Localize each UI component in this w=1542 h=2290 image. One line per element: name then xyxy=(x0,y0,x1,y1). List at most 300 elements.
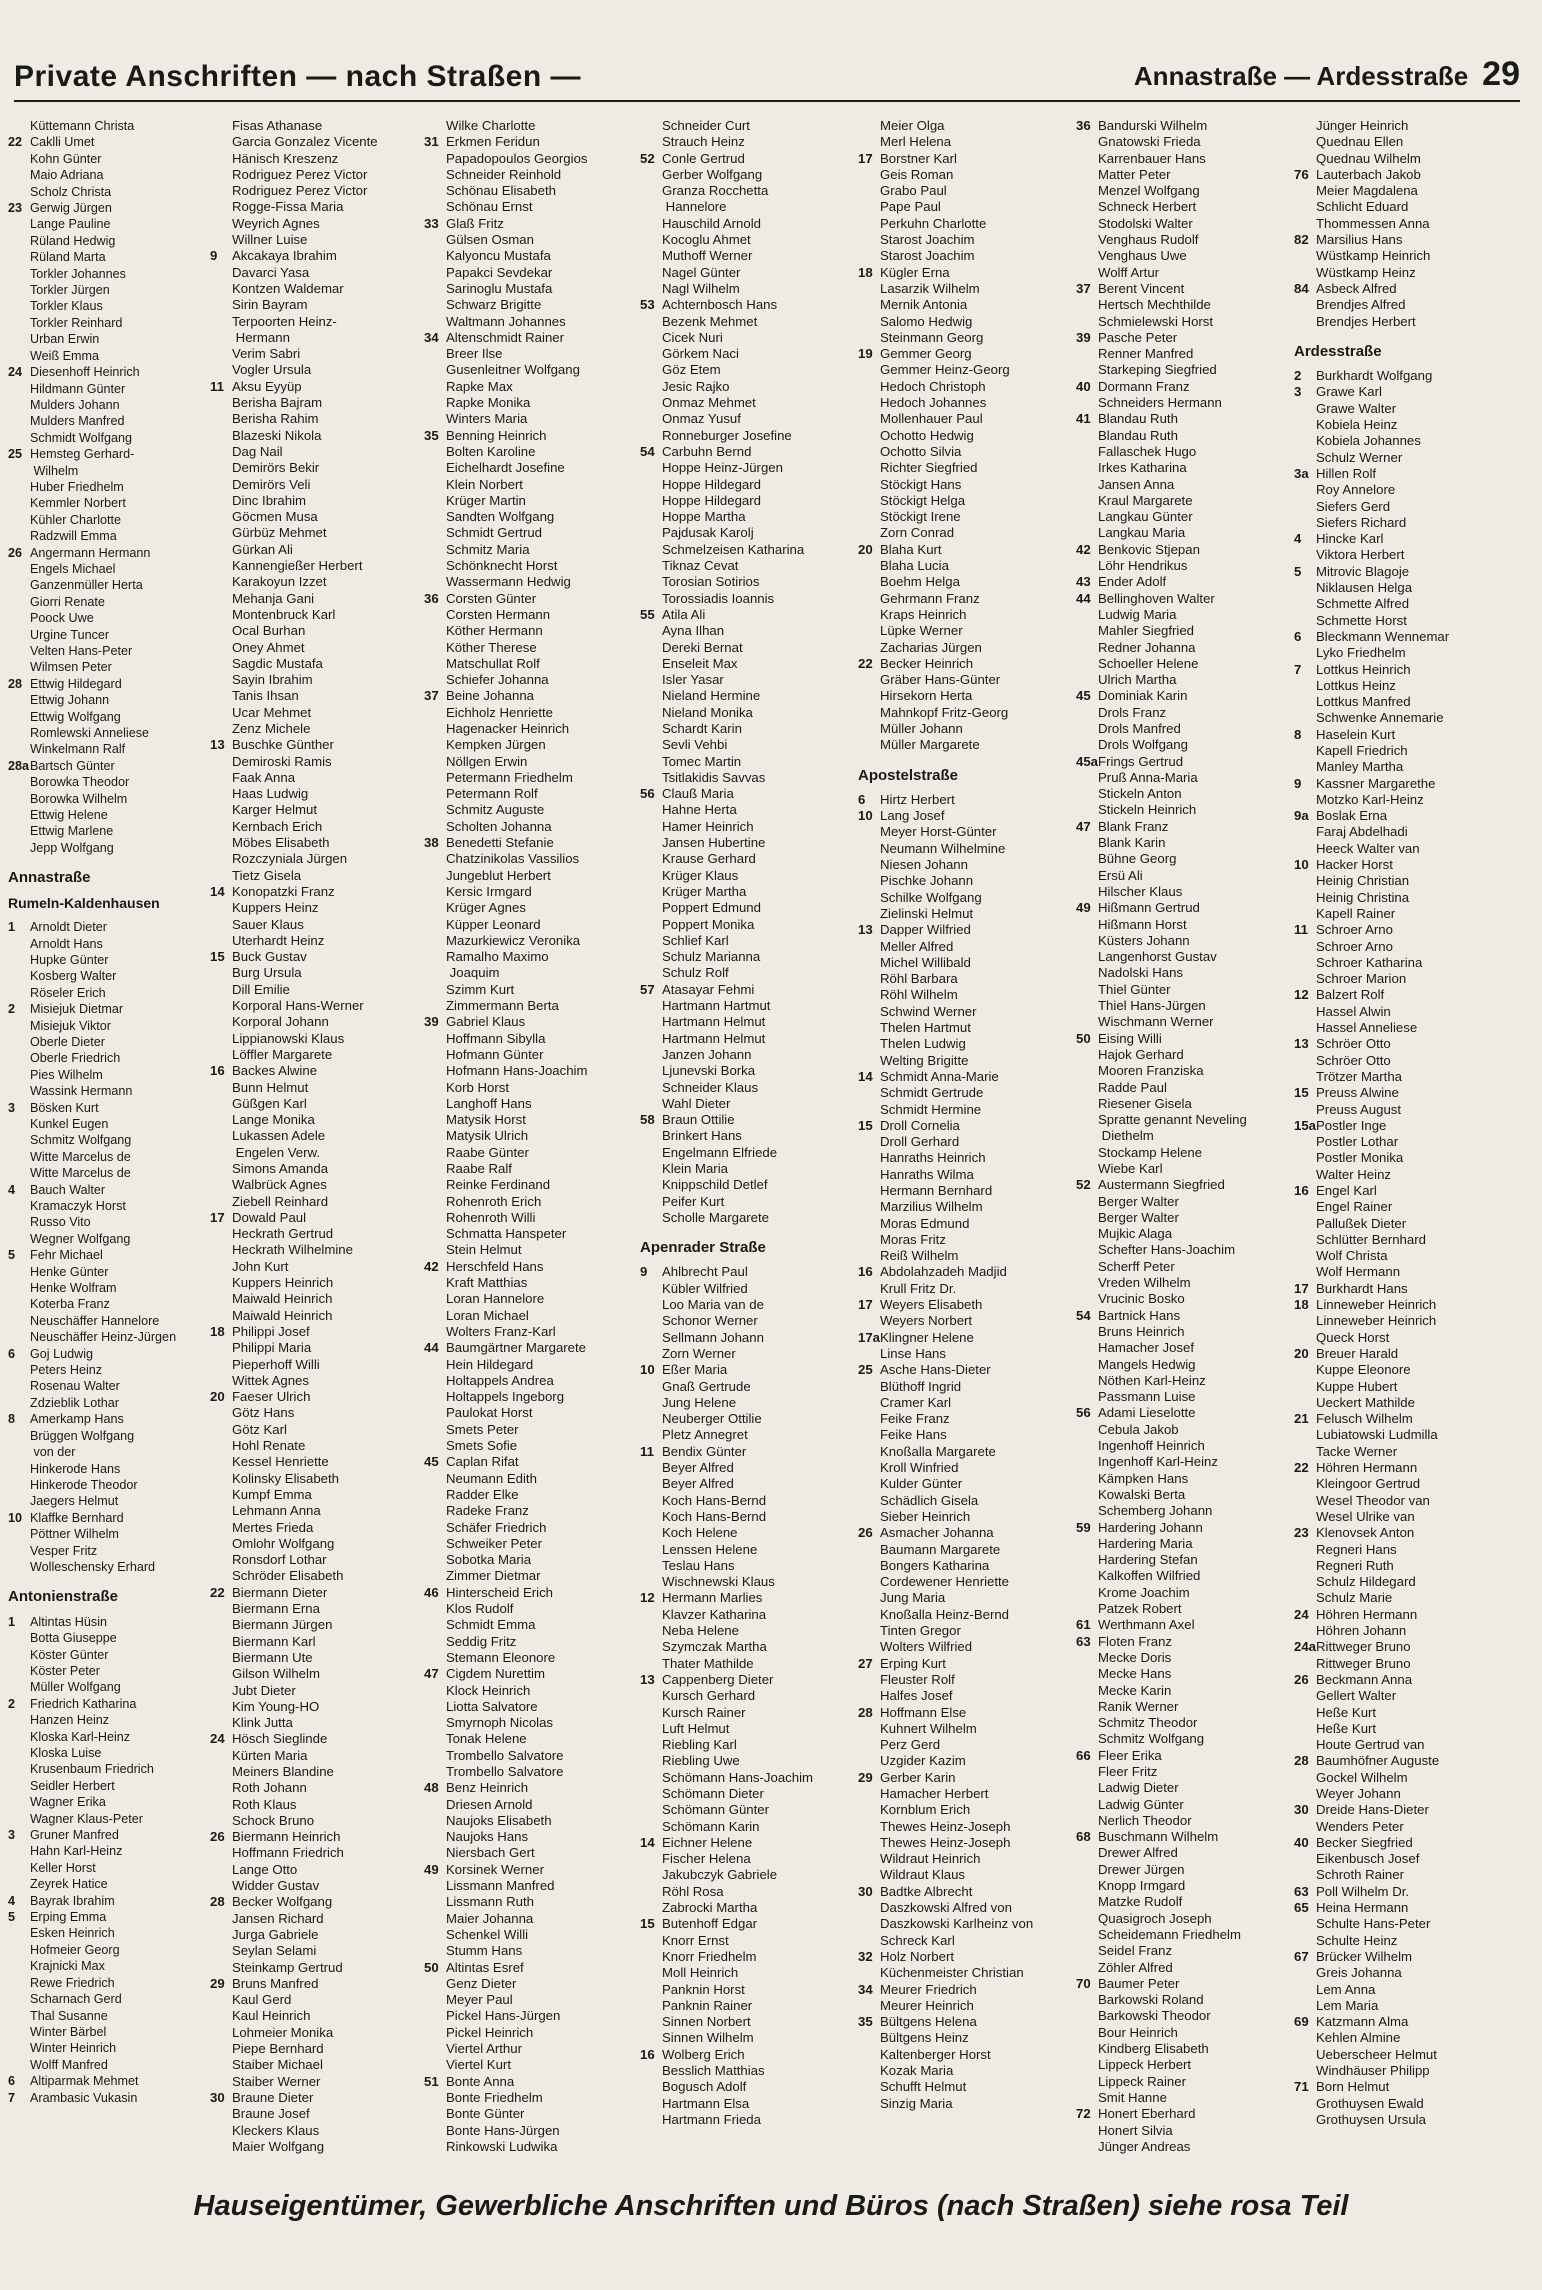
resident-name: Biermann Jürgen xyxy=(232,1617,333,1633)
resident-entry xyxy=(424,1438,640,1454)
resident-name: Kuppe Hubert xyxy=(1316,1378,1398,1394)
resident-entry xyxy=(1076,444,1294,460)
resident-name: Beine Johanna xyxy=(446,688,534,704)
house-number: 17 xyxy=(858,150,873,166)
resident-entry xyxy=(858,607,1072,623)
house-number: 15 xyxy=(640,1916,655,1932)
resident-entry xyxy=(210,2106,422,2122)
resident-entry xyxy=(640,2014,858,2030)
resident-entry xyxy=(210,1226,422,1242)
house-number: 29 xyxy=(858,1769,873,1785)
resident-name: Köster Günter xyxy=(30,1647,109,1662)
resident-name: Borowka Wilhelm xyxy=(30,791,128,806)
resident-name: Schwind Werner xyxy=(880,1003,977,1019)
resident-entry xyxy=(1076,183,1294,199)
resident-name: Zabrocki Martha xyxy=(662,1900,758,1916)
resident-name: Pieperhoff Willi xyxy=(232,1356,320,1372)
resident-name: Pallußek Dieter xyxy=(1316,1215,1407,1231)
resident-name: Zorn Werner xyxy=(662,1345,736,1361)
resident-name: Kosberg Walter xyxy=(30,969,117,984)
resident-name: Mahnkopf Fritz-Georg xyxy=(880,704,1009,720)
resident-name: Thal Susanne xyxy=(30,2008,108,2023)
resident-name: Zimmer Dietmar xyxy=(446,1568,541,1584)
resident-name: Hofmeier Georg xyxy=(30,1942,120,1957)
resident-name: Schemberg Johann xyxy=(1098,1503,1213,1519)
resident-entry xyxy=(640,1509,858,1525)
resident-entry xyxy=(1294,134,1530,150)
resident-entry xyxy=(858,1900,1072,1916)
resident-entry xyxy=(210,1291,422,1307)
resident-name: Brüggen Wolfgang xyxy=(30,1428,135,1443)
resident-name: Kindberg Elisabeth xyxy=(1098,2041,1209,2057)
resident-entry xyxy=(640,1264,858,1280)
resident-name: Ziebell Reinhard xyxy=(232,1193,329,1209)
resident-name: Rewe Friedrich xyxy=(30,1975,115,1990)
resident-name: Oberle Dieter xyxy=(30,1034,105,1049)
resident-entry xyxy=(1294,987,1530,1003)
resident-name: Oberle Friedrich xyxy=(30,1051,121,1066)
resident-entry xyxy=(210,558,422,574)
resident-name: Grawe Walter xyxy=(1316,400,1397,416)
resident-name: Ettwig Wolfgang xyxy=(30,709,121,724)
resident-name: Postler Lothar xyxy=(1316,1134,1399,1150)
resident-entry xyxy=(1294,466,1530,482)
resident-name: Höhren Hermann xyxy=(1316,1460,1418,1476)
resident-name: Götz Hans xyxy=(232,1405,295,1421)
resident-entry xyxy=(1294,1313,1530,1329)
resident-name: Schömann Karin xyxy=(662,1818,760,1834)
resident-entry xyxy=(210,1161,422,1177)
resident-entry xyxy=(640,1998,858,2014)
resident-entry xyxy=(210,1242,422,1258)
resident-name: Sayin Ibrahim xyxy=(232,672,313,688)
resident-entry xyxy=(8,1811,214,1827)
resident-entry xyxy=(8,151,214,167)
resident-name: Schmitz Maria xyxy=(446,541,530,557)
resident-entry xyxy=(640,1819,858,1835)
resident-entry xyxy=(1294,1607,1530,1623)
resident-name: Wolf Hermann xyxy=(1316,1264,1401,1280)
resident-name: Eichelhardt Josefine xyxy=(446,460,565,476)
resident-entry xyxy=(424,1031,640,1047)
resident-entry xyxy=(210,754,422,770)
resident-name: Isler Yasar xyxy=(662,672,724,688)
resident-name: Kozak Maria xyxy=(880,2063,954,2079)
resident-entry xyxy=(1294,939,1530,955)
resident-entry xyxy=(640,134,858,150)
resident-name: Demirörs Veli xyxy=(232,476,311,492)
resident-name: Erping Kurt xyxy=(880,1655,946,1671)
resident-name: Hajok Gerhard xyxy=(1098,1046,1184,1062)
resident-name: Barkowski Theodor xyxy=(1098,2008,1211,2024)
resident-entry xyxy=(8,118,214,134)
resident-name: Vesper Fritz xyxy=(30,1543,98,1558)
resident-name: Erkmen Feridun xyxy=(446,134,540,150)
resident-entry xyxy=(424,1471,640,1487)
resident-entry xyxy=(1294,1786,1530,1802)
resident-entry xyxy=(424,428,640,444)
resident-name: Misiejuk Viktor xyxy=(30,1018,111,1033)
resident-entry xyxy=(858,1525,1072,1541)
resident-entry xyxy=(1294,1721,1530,1737)
resident-entry xyxy=(640,786,858,802)
resident-name: Renner Manfred xyxy=(1098,346,1194,362)
resident-name: Schmelzeisen Katharina xyxy=(662,541,805,557)
resident-name: Cordewener Henriette xyxy=(880,1574,1010,1590)
resident-name: Petermann Rolf xyxy=(446,786,538,802)
resident-entry xyxy=(1076,1617,1294,1633)
resident-name: Klingner Helene xyxy=(880,1329,974,1345)
resident-name: Carbuhn Bernd xyxy=(662,443,752,459)
house-number: 2 xyxy=(8,1002,16,1017)
resident-name: Pape Paul xyxy=(880,199,941,215)
resident-name: Pickel Hans-Jürgen xyxy=(446,2008,561,2024)
resident-name: Feike Hans xyxy=(880,1427,947,1443)
resident-entry xyxy=(640,151,858,167)
resident-name: Urgine Tuncer xyxy=(30,627,110,642)
resident-name: Gülsen Osman xyxy=(446,232,534,248)
house-number: 55 xyxy=(640,606,655,622)
house-number: 68 xyxy=(1076,1829,1091,1845)
resident-name: Giorri Renate xyxy=(30,594,105,609)
resident-name: Bösken Kurt xyxy=(30,1100,99,1115)
resident-name: Faraj Abdelhadi xyxy=(1316,824,1408,840)
resident-entry xyxy=(640,477,858,493)
resident-entry xyxy=(424,346,640,362)
resident-name: Schulte Heinz xyxy=(1316,1932,1398,1948)
resident-entry xyxy=(858,1085,1072,1101)
resident-entry xyxy=(210,1324,422,1340)
house-number: 52 xyxy=(1076,1177,1091,1193)
resident-name: Teslau Hans xyxy=(662,1557,735,1573)
resident-name: Meyer Paul xyxy=(446,1992,513,2008)
resident-name: Preuss Alwine xyxy=(1316,1085,1399,1101)
resident-name: Hahne Herta xyxy=(662,802,737,818)
resident-name: Hamer Heinrich xyxy=(662,818,754,834)
house-number: 16 xyxy=(858,1264,873,1280)
resident-name: Rapke Max xyxy=(446,378,513,394)
resident-entry xyxy=(424,216,640,232)
house-number: 36 xyxy=(424,590,439,606)
resident-name: Kolinsky Elisabeth xyxy=(232,1470,340,1486)
resident-entry xyxy=(1294,1069,1530,1085)
resident-name: Hanraths Heinrich xyxy=(880,1150,986,1166)
resident-name: Uterhardt Heinz xyxy=(232,932,325,948)
house-number: 3 xyxy=(8,1828,16,1843)
resident-entry xyxy=(1294,1427,1530,1443)
house-number: 42 xyxy=(1076,541,1091,557)
resident-name: Hincke Karl xyxy=(1316,531,1384,547)
resident-name: Starost Joachim xyxy=(880,232,975,248)
resident-name: Loran Hannelore xyxy=(446,1291,545,1307)
resident-entry xyxy=(210,509,422,525)
resident-name: Granza Rocchetta xyxy=(662,183,769,199)
resident-name: Honert Eberhard xyxy=(1098,2106,1196,2122)
house-number: 31 xyxy=(424,134,439,150)
resident-name: Lange Monika xyxy=(232,1112,315,1128)
resident-name: Thelen Ludwig xyxy=(880,1036,966,1052)
resident-name: Langhoff Hans xyxy=(446,1095,532,1111)
resident-entry xyxy=(1294,1949,1530,1965)
resident-entry xyxy=(858,297,1072,313)
resident-entry xyxy=(8,1198,214,1214)
resident-entry xyxy=(8,1214,214,1230)
resident-name: Hildmann Günter xyxy=(30,381,126,396)
resident-entry xyxy=(858,477,1072,493)
resident-name: Eichholz Henriette xyxy=(446,704,554,720)
resident-name: Wildraut Heinrich xyxy=(880,1851,981,1867)
resident-name: Honert Silvia xyxy=(1098,2122,1173,2138)
resident-name: Tonak Helene xyxy=(446,1731,527,1747)
resident-name: Maiwald Heinrich xyxy=(232,1291,333,1307)
resident-name: Kalyoncu Mustafa xyxy=(446,248,551,264)
resident-entry xyxy=(1076,1976,1294,1992)
resident-name: Diesenhoff Heinrich xyxy=(30,365,140,380)
resident-name: Torkler Johannes xyxy=(30,266,126,281)
resident-name: Schroer Marion xyxy=(1316,971,1407,987)
resident-entry xyxy=(858,574,1072,590)
resident-entry xyxy=(1294,1085,1530,1101)
house-number: 12 xyxy=(1294,987,1309,1003)
resident-name: Cigdem Nurettim xyxy=(446,1666,545,1682)
resident-name: Jung Maria xyxy=(880,1590,946,1606)
resident-entry xyxy=(8,1761,214,1777)
resident-name: Hoppe Hildegard xyxy=(662,492,761,508)
resident-entry xyxy=(8,1378,214,1394)
resident-name: Kuppers Heinrich xyxy=(232,1275,334,1291)
resident-name: Schulz Werner xyxy=(1316,449,1403,465)
resident-name: Fallaschek Hugo xyxy=(1098,443,1197,459)
resident-name: Kleckers Klaus xyxy=(232,2122,320,2138)
resident-entry xyxy=(1076,900,1294,916)
resident-entry xyxy=(1294,596,1530,612)
resident-entry xyxy=(8,1083,214,1099)
resident-entry xyxy=(210,1454,422,1470)
resident-name: Wilmsen Peter xyxy=(30,660,112,675)
resident-entry xyxy=(8,936,214,952)
resident-entry xyxy=(8,1477,214,1493)
resident-entry xyxy=(858,1069,1072,1085)
resident-name: Lippeck Rainer xyxy=(1098,2073,1186,2089)
resident-name: Baumer Peter xyxy=(1098,1975,1180,1991)
resident-name: Nerlich Theodor xyxy=(1098,1812,1192,1828)
resident-name: Gräber Hans-Günter xyxy=(880,672,1001,688)
resident-entry xyxy=(8,298,214,314)
resident-name: Lang Josef xyxy=(880,808,945,824)
resident-entry xyxy=(858,1216,1072,1232)
resident-name: Zeyrek Hatice xyxy=(30,1877,108,1892)
resident-entry xyxy=(210,607,422,623)
resident-entry xyxy=(1076,1438,1294,1454)
resident-entry xyxy=(640,1493,858,1509)
resident-entry xyxy=(210,900,422,916)
resident-name: Tiknaz Cevat xyxy=(662,558,739,574)
resident-name: Roth Johann xyxy=(232,1780,307,1796)
resident-entry xyxy=(210,1438,422,1454)
resident-name: Lohmeier Monika xyxy=(232,2024,334,2040)
resident-name: Terpoorten Heinz- xyxy=(232,313,337,329)
house-number: 50 xyxy=(1076,1030,1091,1046)
resident-entry xyxy=(1294,2079,1530,2095)
resident-name: Akcakaya Ibrahim xyxy=(232,248,337,264)
resident-name: Conle Gertrud xyxy=(662,150,745,166)
resident-entry xyxy=(1076,1845,1294,1861)
resident-name: Altintas Esref xyxy=(446,1959,524,1975)
resident-entry xyxy=(858,2096,1072,2112)
resident-entry xyxy=(8,1991,214,2007)
resident-entry xyxy=(424,1096,640,1112)
resident-name: Schröder Elisabeth xyxy=(232,1568,344,1584)
resident-entry xyxy=(424,949,640,965)
resident-name: Atasayar Fehmi xyxy=(662,981,755,997)
resident-entry xyxy=(210,1145,422,1161)
resident-name: Gellert Walter xyxy=(1316,1688,1397,1704)
resident-entry xyxy=(210,167,422,183)
resident-name: Heinig Christian xyxy=(1316,873,1410,889)
resident-entry xyxy=(858,1313,1072,1329)
resident-entry xyxy=(1076,379,1294,395)
resident-name: Berisha Bajram xyxy=(232,395,323,411)
resident-entry xyxy=(1076,542,1294,558)
resident-name: Schmidt Wolfgang xyxy=(30,430,132,445)
resident-name: Papadopoulos Georgios xyxy=(446,150,588,166)
resident-entry xyxy=(210,1862,422,1878)
resident-entry xyxy=(858,2047,1072,2063)
resident-entry xyxy=(1294,199,1530,215)
resident-entry xyxy=(424,232,640,248)
resident-entry xyxy=(1076,2074,1294,2090)
resident-entry xyxy=(1076,2025,1294,2041)
resident-entry xyxy=(424,933,640,949)
resident-name: Regneri Ruth xyxy=(1316,1557,1394,1573)
resident-name: Haas Ludwig xyxy=(232,786,309,802)
house-number: 24 xyxy=(210,1731,225,1747)
resident-entry xyxy=(640,737,858,753)
resident-name: Schönau Ernst xyxy=(446,199,533,215)
resident-name: Kehlen Almine xyxy=(1316,2030,1401,2046)
resident-name: Sarinoglu Mustafa xyxy=(446,280,553,296)
resident-entry xyxy=(210,1471,422,1487)
resident-entry xyxy=(424,2123,640,2139)
resident-entry xyxy=(640,1721,858,1737)
house-number: 28 xyxy=(210,1894,225,1910)
resident-entry xyxy=(1294,955,1530,971)
resident-entry xyxy=(8,348,214,364)
resident-name: Linneweber Heinrich xyxy=(1316,1297,1437,1313)
resident-name: Koch Hans-Bernd xyxy=(662,1508,767,1524)
resident-name: Daszkowski Alfred von xyxy=(880,1900,1012,1916)
resident-name: Knoßalla Margarete xyxy=(880,1443,996,1459)
resident-name: Pickel Heinrich xyxy=(446,2024,534,2040)
resident-name: Güßgen Karl xyxy=(232,1095,307,1111)
resident-entry xyxy=(1076,607,1294,623)
resident-entry xyxy=(1076,884,1294,900)
resident-entry xyxy=(8,985,214,1001)
resident-entry xyxy=(640,1161,858,1177)
resident-name: Ludwig Maria xyxy=(1098,606,1177,622)
resident-entry xyxy=(1076,949,1294,965)
resident-entry xyxy=(424,917,640,933)
house-number: 7 xyxy=(1294,661,1302,677)
resident-name: Neuberger Ottilie xyxy=(662,1411,762,1427)
resident-name: Wesel Ulrike van xyxy=(1316,1508,1415,1524)
resident-entry xyxy=(1076,1047,1294,1063)
resident-entry xyxy=(8,791,214,807)
resident-name: Heeck Walter van xyxy=(1316,840,1420,856)
resident-entry xyxy=(1076,1829,1294,1845)
directory-column-3 xyxy=(424,118,640,2158)
resident-name: Weyers Elisabeth xyxy=(880,1297,983,1313)
resident-name: Torossiadis Ioannis xyxy=(662,590,775,606)
house-number: 16 xyxy=(210,1063,225,1079)
resident-name: Siefers Gerd xyxy=(1316,498,1391,514)
resident-entry xyxy=(210,1422,422,1438)
resident-name: Thewes Heinz-Joseph xyxy=(880,1818,1011,1834)
resident-name: Mujkic Alaga xyxy=(1098,1226,1173,1242)
resident-name: Jansen Hubertine xyxy=(662,835,766,851)
resident-entry xyxy=(210,1617,422,1633)
resident-entry xyxy=(1294,1346,1530,1362)
resident-entry xyxy=(210,1194,422,1210)
resident-name: Geis Roman xyxy=(880,166,954,182)
resident-entry xyxy=(8,1827,214,1843)
resident-entry xyxy=(858,623,1072,639)
resident-entry xyxy=(8,577,214,593)
resident-name: Schmielewski Horst xyxy=(1098,313,1214,329)
resident-entry xyxy=(640,1639,858,1655)
resident-name: Grothuysen Ewald xyxy=(1316,2095,1424,2111)
resident-entry xyxy=(640,1145,858,1161)
resident-name: Torkler Reinhard xyxy=(30,315,123,330)
house-number: 18 xyxy=(1294,1297,1309,1313)
resident-name: Perkuhn Charlotte xyxy=(880,215,987,231)
resident-entry xyxy=(1076,1357,1294,1373)
resident-entry xyxy=(1294,1444,1530,1460)
resident-name: Kraft Matthias xyxy=(446,1275,528,1291)
resident-name: Nieland Monika xyxy=(662,704,753,720)
house-number: 7 xyxy=(8,2090,16,2105)
resident-entry xyxy=(424,493,640,509)
resident-name: Wilhelm xyxy=(30,463,79,478)
resident-entry xyxy=(424,1487,640,1503)
resident-name: Krome Joachim xyxy=(1098,1584,1190,1600)
resident-name: Kügler Erna xyxy=(880,264,950,280)
resident-entry xyxy=(858,2079,1072,2095)
resident-entry xyxy=(1076,868,1294,884)
resident-entry xyxy=(1076,1080,1294,1096)
resident-name: Staiber Michael xyxy=(232,2057,323,2073)
resident-name: Matysik Horst xyxy=(446,1112,526,1128)
resident-name: Davarci Yasa xyxy=(232,264,310,280)
resident-name: Fehr Michael xyxy=(30,1248,103,1263)
resident-entry xyxy=(640,2096,858,2112)
resident-entry xyxy=(858,395,1072,411)
resident-name: Urban Erwin xyxy=(30,332,100,347)
resident-entry xyxy=(1294,1590,1530,1606)
resident-name: Bongers Katharina xyxy=(880,1557,990,1573)
resident-entry xyxy=(8,2073,214,2089)
resident-entry xyxy=(210,297,422,313)
resident-entry xyxy=(424,851,640,867)
resident-entry xyxy=(424,1650,640,1666)
resident-name: Bonte Anna xyxy=(446,2073,515,2089)
house-number: 72 xyxy=(1076,2106,1091,2122)
house-number: 39 xyxy=(424,1014,439,1030)
resident-entry xyxy=(1076,2139,1294,2155)
resident-name: Omlohr Wolfgang xyxy=(232,1535,335,1551)
resident-name: Pies Wilhelm xyxy=(30,1067,103,1082)
resident-entry xyxy=(858,509,1072,525)
